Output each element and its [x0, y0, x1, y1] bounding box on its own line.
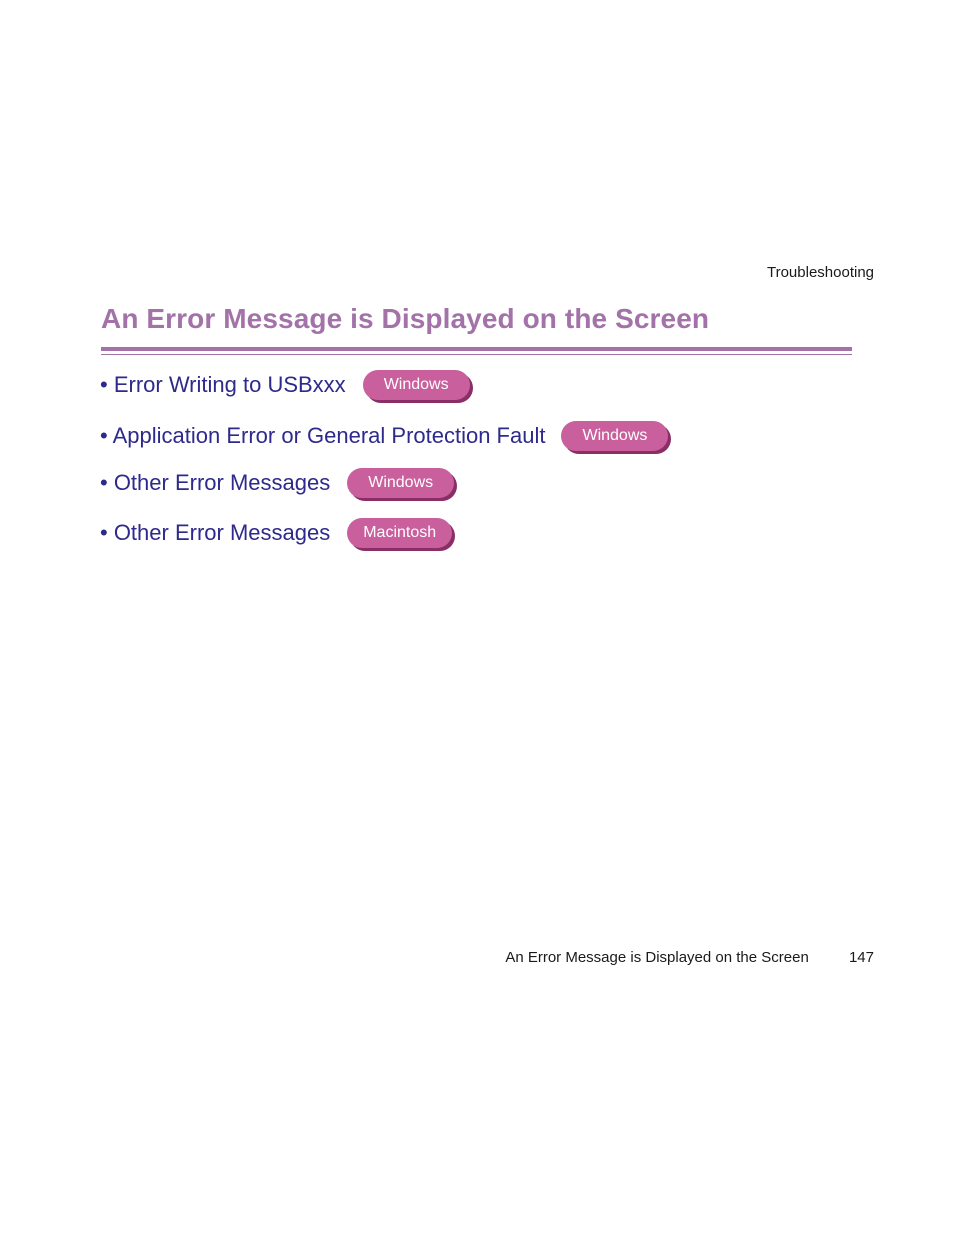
title-divider	[101, 347, 852, 355]
topic-item-error-writing-usb	[100, 370, 470, 400]
windows-badge-button[interactable]: Windows	[363, 370, 470, 400]
windows-badge-button[interactable]: Windows	[561, 421, 668, 451]
topic-item-other-errors-macintosh	[100, 518, 452, 548]
topic-link-other-errors-macintosh[interactable]: • Other Error Messages	[100, 520, 331, 545]
topic-link-error-writing-usb[interactable]: • Error Writing to USBxxx	[100, 372, 346, 397]
page-number: 147	[848, 949, 874, 966]
topic-link-other-errors-windows[interactable]: • Other Error Messages	[100, 470, 331, 495]
macintosh-badge-button[interactable]: Macintosh	[347, 518, 452, 548]
title-divider-thin	[101, 354, 852, 355]
topic-item-application-error	[100, 421, 668, 451]
windows-badge-button[interactable]: Windows	[347, 468, 454, 498]
page-title: An Error Message is Displayed on the Screen	[101, 303, 710, 334]
page-footer	[505, 949, 874, 966]
topic-link-application-error[interactable]: • Application Error or General Protection Fault	[100, 423, 546, 448]
title-divider-thick	[101, 347, 852, 351]
footer-title: An Error Message is Displayed on the Screen	[505, 949, 809, 966]
section-header: Troubleshooting	[766, 264, 874, 281]
topic-item-other-errors-windows	[100, 468, 454, 498]
